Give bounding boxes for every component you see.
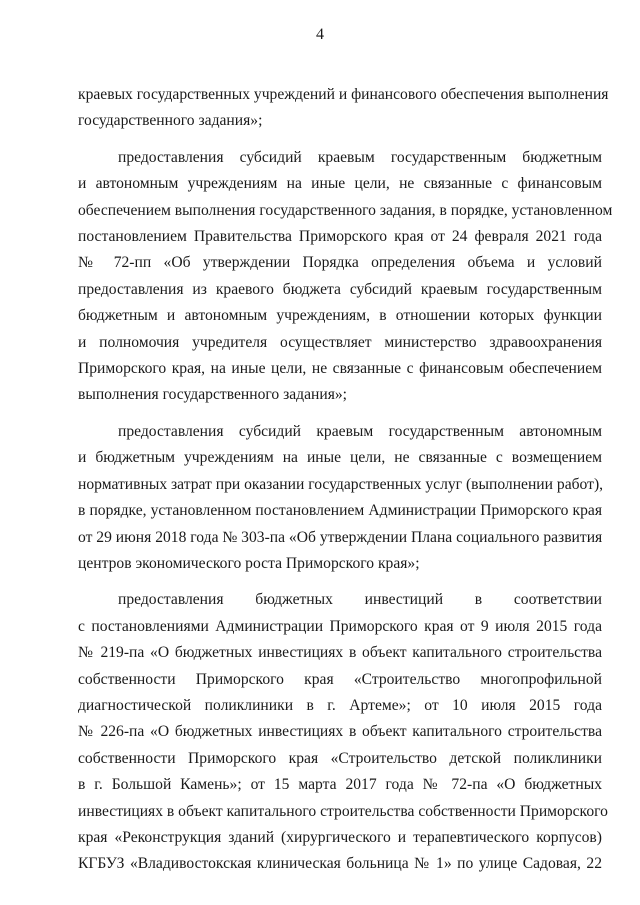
text-line: краевых государственных учреждений и финансового обеспечения выполнения [78, 86, 609, 103]
text-line: № 72-пп «Об утверждении Порядка определения объема и условий [78, 254, 602, 272]
text-line: предоставления бюджетных инвестиций в соответствии [118, 591, 602, 609]
paragraph [78, 587, 608, 877]
paragraph [78, 82, 609, 135]
text-line: бюджетным и автономным учреждениям, в отношении которых функции [78, 307, 602, 325]
text-line: в порядке, установленном постановлением Администрации Приморского края [78, 502, 602, 520]
text-line: обеспечением выполнения государственного задания, в порядке, установленном [78, 201, 613, 219]
text-line: постановлением Правительства Приморского края от 24 февраля 2021 года [78, 228, 602, 246]
text-line: № 226-па «О бюджетных инвестициях в объект капитального строительства [78, 723, 602, 741]
text-line: инвестициях в объект капитального строительства собственности Приморского [78, 802, 608, 820]
text-line: КГБУЗ «Владивостокская клиническая больница № 1» по улице Садовая, 22 [78, 855, 602, 873]
text-line: от 29 июня 2018 года № 303-па «Об утверждении Плана социального развития [78, 528, 603, 546]
document-body [78, 82, 613, 878]
text-line: № 219-па «О бюджетных инвестициях в объект капитального строительства [78, 644, 602, 662]
text-line: предоставления субсидий краевым государственным автономным [118, 422, 602, 440]
text-line: собственности Приморского края «Строительство детской поликлиники [78, 749, 602, 767]
text-line: выполнения государственного задания»; [78, 386, 348, 404]
text-line: государственного задания»; [78, 112, 263, 130]
text-line: края «Реконструкция зданий (хирургического и терапевтического корпусов) [78, 828, 602, 846]
text-line: нормативных затрат при оказании государственных услуг (выполнении работ), [78, 475, 604, 493]
text-line: диагностической поликлиники в г. Артеме»; от 10 июля 2015 года [78, 696, 602, 714]
text-line: в г. Большой Камень»; от 15 марта 2017 года № 72-па «О бюджетных [78, 776, 602, 794]
paragraph [78, 419, 602, 577]
text-line: предоставления из краевого бюджета субсидий краевым государственным [78, 280, 602, 298]
text-line: центров экономического роста Приморского края»; [78, 554, 420, 572]
text-line: и автономным учреждениям на иные цели, не связанные с финансовым [78, 175, 602, 193]
page-number: 4 [316, 26, 324, 43]
paragraph [78, 145, 613, 409]
text-line: с постановлениями Администрации Приморского края от 9 июля 2015 года [78, 617, 602, 635]
text-line: предоставления субсидий краевым государственным бюджетным [118, 148, 602, 166]
text-line: Приморского края, на иные цели, не связанные с финансовым обеспечением [78, 360, 602, 378]
text-line: собственности Приморского края «Строительство многопрофильной [78, 670, 602, 688]
text-line: и полномочия учредителя осуществляет министерство здравоохранения [78, 333, 602, 351]
text-line: и бюджетным учреждениям на иные цели, не связанные с возмещением [78, 449, 602, 467]
